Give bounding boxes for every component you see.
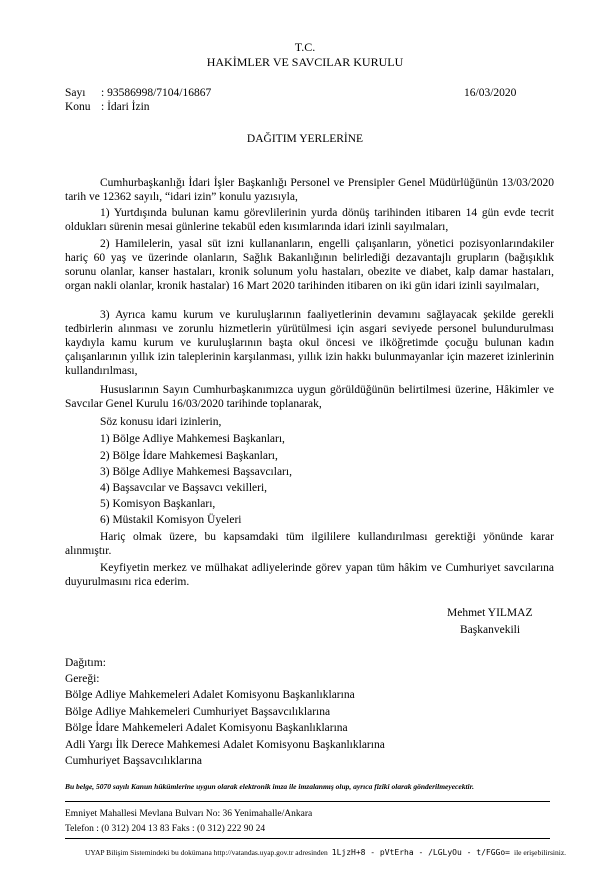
- list-item: 3) Bölge Adliye Mahkemesi Başsavcıları,: [100, 466, 292, 478]
- esign-note: Bu belge, 5070 sayılı Kanun hükümlerine uygun olarak elektronik imza ile imzalanmış olup, ayrıca fiziki olarak gönderilmeyecektir.: [65, 782, 474, 791]
- distribution-item: Bölge İdare Mahkemeleri Adalet Komisyonu Başkanlıklarına: [65, 722, 348, 734]
- paragraph-8: Keyfiyetin merkez ve mülhakat adliyelerinde görev yapan tüm hâkim ve Cumhuriyet savcılarına duyurulmasını rica ederim.: [65, 562, 554, 588]
- footer-divider: [65, 801, 550, 802]
- paragraph-6: Söz konusu idari izinlerin,: [100, 416, 222, 428]
- uyap-prefix: UYAP Bilişim Sistemindeki bu dokümana http://vatandas.uyap.gov.tr adresinden: [85, 848, 328, 857]
- distribution-gereg: Gereği:: [65, 673, 100, 685]
- list-item: 6) Müstakil Komisyon Üyeleri: [100, 514, 242, 526]
- paragraph-1: Cumhurbaşkanlığı İdari İşler Başkanlığı Personel ve Prensipler Genel Müdürlüğünün 13/03/2020 tarih ve 12362 sayılı, “idari izin” konulu yazısıyla,: [65, 177, 554, 203]
- paragraph-2: 1) Yurtdışında bulunan kamu görevlilerinin yurda dönüş tarihinden itibaren 14 gün evde tecrit oldukları sürenin mesai günlerine tekabül eden kısımlarında idari izinli sayılmaları,: [65, 207, 554, 233]
- sayi-value: : 93586998/7104/16867: [101, 87, 212, 99]
- konu-value: : İdari İzin: [101, 101, 150, 113]
- list-item: 2) Bölge İdare Mahkemesi Başkanları,: [100, 450, 278, 462]
- distribution-item: Bölge Adliye Mahkemeleri Adalet Komisyonu Başkanlıklarına: [65, 689, 355, 701]
- sayi-label: Sayı: [65, 87, 86, 99]
- distribution-item: Adli Yargı İlk Derece Mahkemesi Adalet Komisyonu Başkanlıklarına: [65, 739, 385, 751]
- paragraph-4: 3) Ayrıca kamu kurum ve kuruluşlarının faaliyetlerinin devamını sağlayacak şekilde gerekli tedbirlerin alınması ve zorunlu hizmetlerin yürütülmesi için asgari seviyede personel bulundurulması kaydıyla kamu kurum ve kuruluşlarının başta okul öncesi ve ilköğretimde çocuğu bulunan kadın çalışanlarının yıllık izin taleplerinin karşılanması, yıllık izin hakkı bulunmayanlar için mazeret izinlerinin kullandırılması,: [65, 309, 554, 377]
- paragraph-5: Hususlarının Sayın Cumhurbaşkanımızca uygun görüldüğünün belirtilmesi üzerine, Hâkimler ve Savcılar Genel Kurulu 16/03/2020 tarihinde toplanarak,: [65, 384, 554, 410]
- signer-title: Başkanvekili: [460, 624, 521, 636]
- paragraph-7: Hariç olmak üzere, bu kapsamdaki tüm ilgililere kullandırılması gerektiği yönünde karar alınmıştır.: [65, 531, 554, 557]
- footer-address: Emniyet Mahallesi Mevlana Bulvarı No: 36 Yenimahalle/Ankara: [65, 809, 313, 819]
- uyap-suffix: ile erişebilirsiniz.: [513, 848, 567, 857]
- header-institution: HAKİMLER VE SAVCILAR KURULU: [206, 55, 404, 69]
- list-item: 1) Bölge Adliye Mahkemesi Başkanları,: [100, 433, 285, 445]
- list-item: 4) Başsavcılar ve Başsavcı vekilleri,: [100, 482, 268, 494]
- distribution-item: Bölge Adliye Mahkemeleri Cumhuriyet Başsavcılıklarına: [65, 706, 331, 718]
- uyap-line: [85, 842, 566, 860]
- list-item: 5) Komisyon Başkanları,: [100, 498, 216, 510]
- document-title: DAĞITIM YERLERİNE: [246, 133, 364, 145]
- uyap-code: 1LjzH+8 - pVtErha - /LGLyOu - t/FGGo=: [331, 848, 510, 857]
- distribution-item: Cumhuriyet Başsavcılıklarına: [65, 755, 203, 767]
- paragraph-3: 2) Hamilelerin, yasal süt izni kullananların, engelli çalışanların, yönetici pozisyonlarındakiler hariç 60 yaş ve üzerinde olanların, Sağlık Bakanlığının belirlediği dezavantajlı grupların (bağışıklık sorunu olanlar, kanser hastaları, kronik solunum yolu hastaları, obezite ve diabet, kalp damar hastaları, organ nakli olanlar, kronik hastalar) 16 Mart 2020 tarihinden itibaren on iki gün idari izinli sayılmaları,: [65, 238, 554, 292]
- distribution-label: Dağıtım:: [65, 657, 106, 669]
- footer-phone: Telefon : (0 312) 204 13 83 Faks : (0 312) 222 90 24: [65, 824, 266, 834]
- signer-name: Mehmet YILMAZ: [447, 607, 533, 619]
- konu-label: Konu: [65, 101, 91, 113]
- header-tc: T.C.: [294, 40, 316, 54]
- footer-divider: [65, 838, 550, 839]
- document-date: 16/03/2020: [464, 87, 517, 99]
